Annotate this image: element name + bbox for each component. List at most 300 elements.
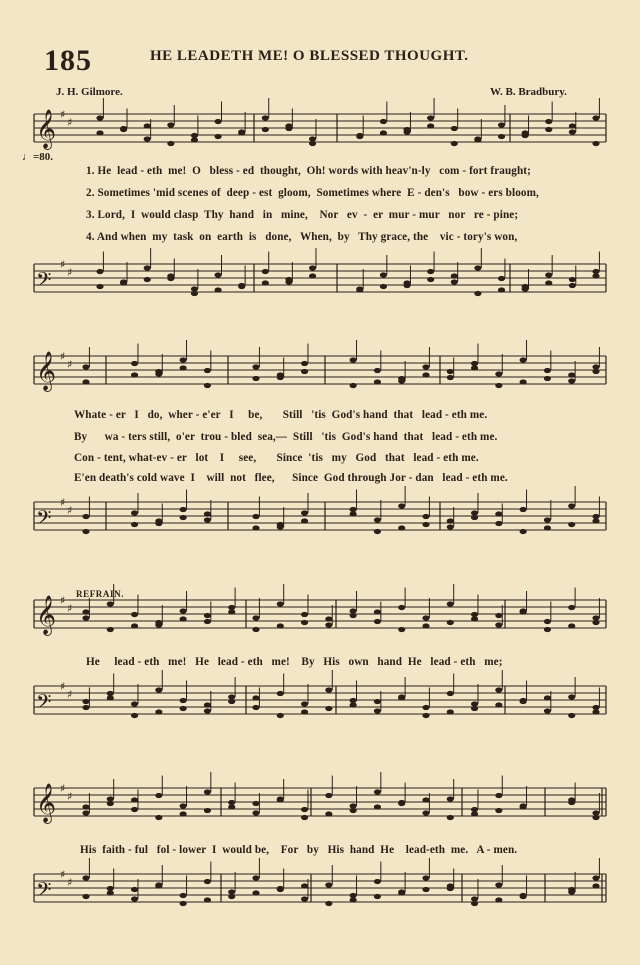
note-head xyxy=(374,699,381,704)
note-head xyxy=(285,123,292,128)
note-head xyxy=(262,269,269,274)
note-head xyxy=(544,695,551,700)
note-head xyxy=(277,797,284,802)
note-head xyxy=(204,511,211,516)
lyric-line: E'en death's cold wave I will not flee, Since God through Jor - dan lead - eth me. xyxy=(74,472,508,484)
treble-clef-icon: 𝄞 xyxy=(36,595,57,635)
note-head xyxy=(568,378,575,383)
note-head xyxy=(471,612,478,617)
note-head xyxy=(155,709,162,714)
note-head xyxy=(204,517,211,522)
note-head xyxy=(82,894,89,899)
note-head xyxy=(398,695,405,700)
lyric-line: His faith - ful fol - lower I would be, For by His hand He lead-eth me. A - men. xyxy=(80,844,518,856)
note-head xyxy=(398,376,405,381)
note-head xyxy=(82,875,89,880)
hymn-title: HE LEADETH ME! O BLESSED THOUGHT. xyxy=(150,48,469,64)
note-head xyxy=(350,702,357,707)
note-head xyxy=(107,691,114,696)
note-head xyxy=(495,521,502,526)
note-head xyxy=(592,810,599,815)
note-head xyxy=(107,695,114,700)
note-head xyxy=(498,276,505,281)
note-head xyxy=(374,879,381,884)
note-head xyxy=(309,136,316,141)
bass-clef-icon: 𝄢 xyxy=(36,878,52,906)
note-head xyxy=(422,797,429,802)
note-head xyxy=(447,375,454,380)
note-head xyxy=(191,286,198,291)
note-head xyxy=(82,379,89,384)
note-head xyxy=(545,280,552,285)
note-head xyxy=(520,699,527,704)
note-head xyxy=(180,608,187,613)
note-head xyxy=(398,605,405,610)
note-head xyxy=(228,894,235,899)
note-head xyxy=(427,277,434,282)
note-head xyxy=(569,123,576,128)
note-head xyxy=(252,364,259,369)
note-head xyxy=(214,134,221,139)
note-head xyxy=(204,613,211,618)
note-head xyxy=(238,284,245,289)
note-head xyxy=(374,517,381,522)
note-head xyxy=(447,691,454,696)
note-head xyxy=(180,365,187,370)
note-head xyxy=(120,280,127,285)
note-head xyxy=(495,622,502,627)
note-head xyxy=(214,287,221,292)
note-head xyxy=(131,713,138,718)
note-head xyxy=(155,369,162,374)
note-head xyxy=(422,810,429,815)
note-head xyxy=(325,901,332,906)
note-head xyxy=(498,134,505,139)
note-head xyxy=(277,691,284,696)
note-head xyxy=(204,897,211,902)
note-head xyxy=(544,376,551,381)
lyric-line: 3. Lord, I would clasp Thy hand in mine, Nor ev - er mur - mur nor re - pine; xyxy=(86,209,519,221)
note-head xyxy=(451,279,458,284)
hymn-number: 185 xyxy=(44,44,92,77)
note-head xyxy=(374,529,381,534)
note-head xyxy=(96,115,103,120)
note-head xyxy=(422,615,429,620)
note-head xyxy=(155,793,162,798)
note-head xyxy=(356,134,363,139)
note-head xyxy=(204,789,211,794)
note-head xyxy=(107,886,114,891)
note-head xyxy=(252,875,259,880)
note-head xyxy=(592,514,599,519)
note-head xyxy=(301,709,308,714)
note-head xyxy=(545,127,552,132)
note-head xyxy=(398,801,405,806)
lyric-line: 2. Sometimes 'mid scenes of deep - est gloom, Sometimes where E - den's bow - ers bloom, xyxy=(86,187,539,199)
sharp-icon: ♯ xyxy=(67,790,73,803)
sharp-icon: ♯ xyxy=(67,116,73,129)
note-head xyxy=(422,514,429,519)
note-head xyxy=(374,804,381,809)
note-head xyxy=(427,269,434,274)
note-head xyxy=(592,369,599,374)
note-head xyxy=(155,883,162,888)
note-head xyxy=(569,277,576,282)
note-head xyxy=(403,127,410,132)
note-head xyxy=(568,797,575,802)
note-head xyxy=(144,277,151,282)
bass-clef-icon: 𝄢 xyxy=(36,690,52,718)
note-head xyxy=(277,623,284,628)
note-head xyxy=(522,130,529,135)
note-head xyxy=(82,609,89,614)
note-head xyxy=(380,119,387,124)
note-head xyxy=(144,136,151,141)
note-head xyxy=(252,695,259,700)
note-head xyxy=(545,272,552,277)
note-head xyxy=(471,701,478,706)
note-head xyxy=(301,361,308,366)
note-head xyxy=(422,522,429,527)
note-head xyxy=(252,810,259,815)
note-head xyxy=(82,810,89,815)
note-head xyxy=(592,273,599,278)
note-head xyxy=(238,130,245,135)
note-head xyxy=(495,702,502,707)
note-head xyxy=(180,706,187,711)
note-head xyxy=(447,601,454,606)
note-head xyxy=(427,123,434,128)
note-head xyxy=(568,887,575,892)
note-head xyxy=(301,883,308,888)
note-head xyxy=(569,129,576,134)
note-head xyxy=(82,364,89,369)
note-head xyxy=(180,698,187,703)
note-head xyxy=(277,601,284,606)
note-head xyxy=(520,609,527,614)
note-head xyxy=(474,137,481,142)
note-head xyxy=(228,800,235,805)
note-head xyxy=(471,807,478,812)
note-head xyxy=(191,291,198,296)
lyric-line: He lead - eth me! He lead - eth me! By His own hand He lead - eth me; xyxy=(86,656,503,668)
sharp-icon: ♯ xyxy=(60,782,66,795)
note-head xyxy=(180,507,187,512)
note-head xyxy=(107,890,114,895)
note-head xyxy=(167,141,174,146)
note-head xyxy=(301,620,308,625)
note-head xyxy=(451,141,458,146)
note-head xyxy=(447,369,454,374)
note-head xyxy=(544,619,551,624)
note-head xyxy=(520,894,527,899)
note-head xyxy=(592,883,599,888)
lyricist-credit: J. H. Gilmore. xyxy=(56,86,123,98)
note-head xyxy=(214,272,221,277)
note-head xyxy=(180,357,187,362)
note-head xyxy=(350,808,357,813)
note-head xyxy=(422,887,429,892)
note-head xyxy=(131,807,138,812)
note-head xyxy=(107,801,114,806)
sharp-icon: ♯ xyxy=(67,266,73,279)
note-head xyxy=(592,615,599,620)
note-head xyxy=(204,702,211,707)
sharp-icon: ♯ xyxy=(67,358,73,371)
lyric-line: Con - tent, what-ev - er lot I see, Since 'tis my God that lead - eth me. xyxy=(74,452,479,464)
note-head xyxy=(350,698,357,703)
note-head xyxy=(155,518,162,523)
note-head xyxy=(495,808,502,813)
note-head xyxy=(325,616,332,621)
note-head xyxy=(374,619,381,624)
note-head xyxy=(520,529,527,534)
note-head xyxy=(495,687,502,692)
note-head xyxy=(252,615,259,620)
note-head xyxy=(568,605,575,610)
note-head xyxy=(520,507,527,512)
sharp-icon: ♯ xyxy=(67,688,73,701)
note-head xyxy=(325,811,332,816)
note-head xyxy=(131,623,138,628)
refrain-label: REFRAIN. xyxy=(76,589,125,599)
lyric-line: 1. He lead - eth me! O bless - ed thought, Oh! words with heav'n-ly com - fort fraught; xyxy=(86,165,531,177)
note-head xyxy=(447,524,454,529)
note-head xyxy=(228,605,235,610)
note-head xyxy=(471,515,478,520)
note-head xyxy=(568,713,575,718)
note-head xyxy=(474,291,481,296)
note-head xyxy=(204,368,211,373)
note-head xyxy=(495,897,502,902)
note-head xyxy=(252,514,259,519)
note-head xyxy=(325,793,332,798)
note-head xyxy=(82,699,89,704)
note-head xyxy=(120,127,127,132)
note-head xyxy=(350,608,357,613)
note-head xyxy=(180,901,187,906)
note-head xyxy=(350,511,357,516)
note-head xyxy=(144,265,151,270)
note-head xyxy=(350,357,357,362)
note-head xyxy=(471,811,478,816)
note-head xyxy=(520,804,527,809)
note-head xyxy=(471,706,478,711)
note-head xyxy=(495,882,502,887)
note-head xyxy=(277,372,284,377)
note-head xyxy=(191,137,198,142)
note-head xyxy=(592,875,599,880)
lyric-line: Whate - er I do, wher - e'er I be, Still 'tis God's hand that lead - eth me. xyxy=(74,409,488,421)
note-head xyxy=(592,269,599,274)
note-head xyxy=(522,284,529,289)
note-head xyxy=(568,694,575,699)
note-head xyxy=(451,273,458,278)
note-head xyxy=(427,115,434,120)
note-head xyxy=(544,517,551,522)
sharp-icon: ♯ xyxy=(60,496,66,509)
note-head xyxy=(447,620,454,625)
note-head xyxy=(214,119,221,124)
note-head xyxy=(191,133,198,138)
note-head xyxy=(325,622,332,627)
note-head xyxy=(592,620,599,625)
note-head xyxy=(380,272,387,277)
note-head xyxy=(107,627,114,632)
note-head xyxy=(204,808,211,813)
note-head xyxy=(350,803,357,808)
note-head xyxy=(309,273,316,278)
note-head xyxy=(252,525,259,530)
note-head xyxy=(520,357,527,362)
note-head xyxy=(422,875,429,880)
note-head xyxy=(592,815,599,820)
sharp-icon: ♯ xyxy=(60,680,66,693)
note-head xyxy=(277,713,284,718)
note-head xyxy=(592,115,599,120)
note-head xyxy=(471,616,478,621)
note-head xyxy=(520,379,527,384)
note-head xyxy=(228,804,235,809)
treble-clef-icon: 𝄞 xyxy=(36,351,57,391)
sharp-icon: ♯ xyxy=(60,108,66,121)
note-head xyxy=(325,882,332,887)
note-head xyxy=(471,901,478,906)
note-head xyxy=(374,789,381,794)
note-head xyxy=(301,518,308,523)
note-head xyxy=(474,265,481,270)
note-head xyxy=(545,119,552,124)
note-head xyxy=(285,277,292,282)
note-head xyxy=(301,369,308,374)
note-head xyxy=(107,601,114,606)
note-head xyxy=(592,364,599,369)
note-head xyxy=(374,894,381,899)
tempo-marking: ♩=80. xyxy=(22,151,54,163)
note-head xyxy=(252,705,259,710)
note-head xyxy=(350,383,357,388)
note-head xyxy=(131,522,138,527)
note-head xyxy=(301,510,308,515)
note-head xyxy=(180,893,187,898)
note-head xyxy=(228,699,235,704)
note-head xyxy=(374,379,381,384)
note-head xyxy=(544,708,551,713)
note-head xyxy=(380,130,387,135)
note-head xyxy=(82,529,89,534)
note-head xyxy=(325,706,332,711)
note-head xyxy=(471,896,478,901)
note-head xyxy=(131,896,138,901)
note-head xyxy=(262,115,269,120)
note-head xyxy=(544,525,551,530)
note-head xyxy=(155,815,162,820)
note-head xyxy=(262,127,269,132)
note-head xyxy=(374,368,381,373)
note-head xyxy=(144,123,151,128)
note-head xyxy=(471,365,478,370)
sharp-icon: ♯ xyxy=(60,868,66,881)
note-head xyxy=(403,280,410,285)
note-head xyxy=(350,507,357,512)
note-head xyxy=(301,815,308,820)
note-head xyxy=(568,372,575,377)
note-head xyxy=(350,613,357,618)
sharp-icon: ♯ xyxy=(60,350,66,363)
note-head xyxy=(356,287,363,292)
note-head xyxy=(82,514,89,519)
note-head xyxy=(422,372,429,377)
note-head xyxy=(471,510,478,515)
note-head xyxy=(301,701,308,706)
note-head xyxy=(592,709,599,714)
sharp-icon: ♯ xyxy=(67,504,73,517)
note-head xyxy=(544,368,551,373)
note-head xyxy=(569,283,576,288)
note-head xyxy=(228,889,235,894)
note-head xyxy=(301,807,308,812)
note-head xyxy=(96,269,103,274)
note-head xyxy=(180,515,187,520)
bass-clef-icon: 𝄢 xyxy=(36,506,52,534)
note-head xyxy=(167,122,174,127)
note-head xyxy=(204,708,211,713)
note-head xyxy=(131,701,138,706)
composer-credit: W. B. Bradbury. xyxy=(490,86,567,98)
note-head xyxy=(422,705,429,710)
note-head xyxy=(204,879,211,884)
note-head xyxy=(374,609,381,614)
lyric-line: By wa - ters still, o'er trou - bled sea,— Still 'tis God's hand that lead - eth me. xyxy=(74,431,498,443)
note-head xyxy=(398,503,405,508)
sharp-icon: ♯ xyxy=(60,258,66,271)
note-head xyxy=(380,284,387,289)
note-head xyxy=(301,612,308,617)
note-head xyxy=(301,896,308,901)
note-head xyxy=(228,694,235,699)
note-head xyxy=(180,811,187,816)
note-head xyxy=(252,627,259,632)
note-head xyxy=(131,510,138,515)
note-head xyxy=(82,804,89,809)
note-head xyxy=(82,705,89,710)
note-head xyxy=(277,887,284,892)
note-head xyxy=(422,623,429,628)
note-head xyxy=(374,708,381,713)
note-head xyxy=(447,518,454,523)
note-head xyxy=(447,883,454,888)
note-head xyxy=(131,361,138,366)
note-head xyxy=(495,793,502,798)
note-head xyxy=(447,709,454,714)
note-head xyxy=(495,383,502,388)
note-head xyxy=(131,797,138,802)
note-head xyxy=(568,522,575,527)
sharp-icon: ♯ xyxy=(67,876,73,889)
note-head xyxy=(131,887,138,892)
note-head xyxy=(398,627,405,632)
note-head xyxy=(447,796,454,801)
note-head xyxy=(252,376,259,381)
sharp-icon: ♯ xyxy=(67,602,73,615)
note-head xyxy=(422,713,429,718)
note-head xyxy=(180,616,187,621)
note-head xyxy=(204,383,211,388)
lyric-line: 4. And when my task on earth is done, When, by Thy grace, the vic - tory's won, xyxy=(86,231,518,243)
treble-clef-icon: 𝄞 xyxy=(36,783,57,823)
note-head xyxy=(568,623,575,628)
note-head xyxy=(495,511,502,516)
